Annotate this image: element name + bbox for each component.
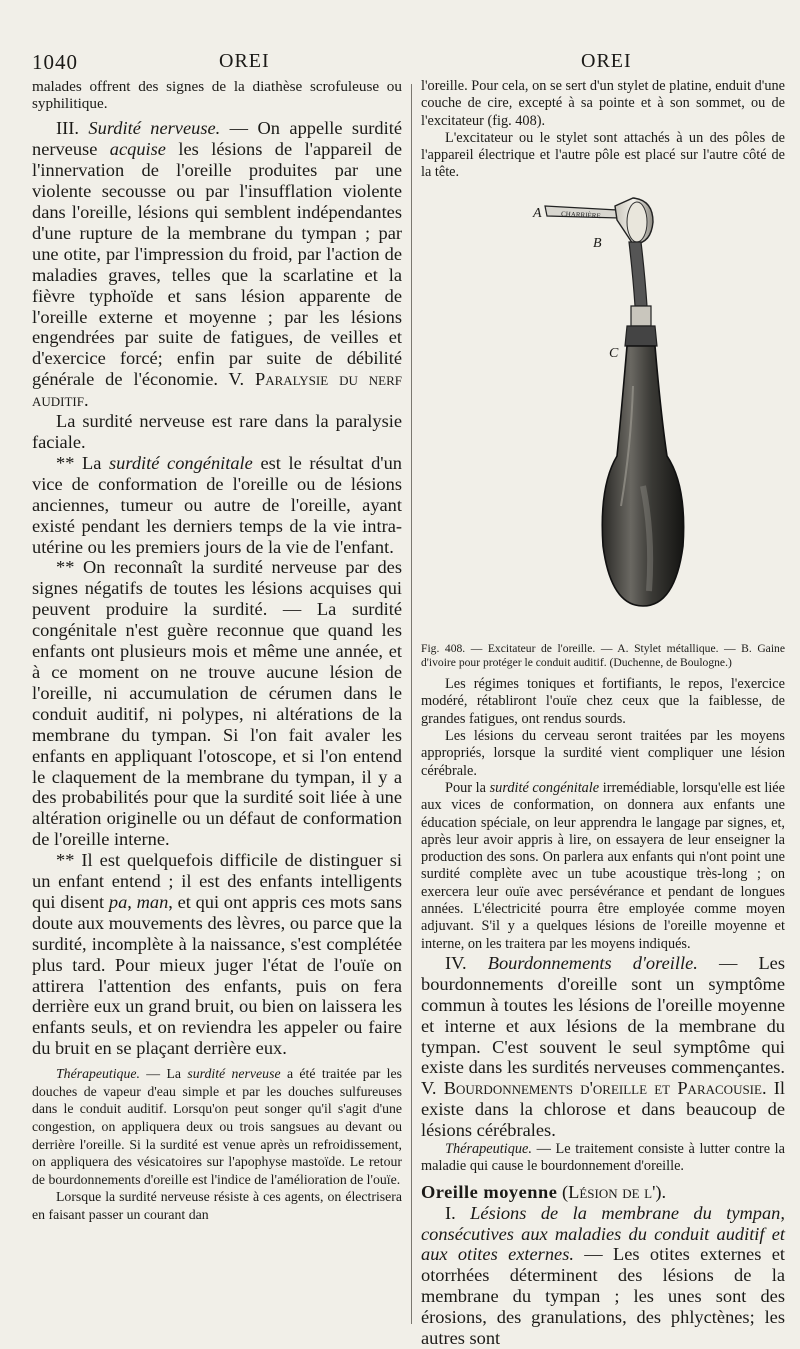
paragraph-electrisation: Lorsque la surdité nerveuse résiste à ces agents, on électrisera en faisant passer un courant dan — [32, 1189, 402, 1222]
stylet-inscription: CHARRIÈRE — [560, 209, 601, 220]
paragraph-enfant-entend: ** Il est quelquefois difficile de distinguer si un enfant entend ; il est des enfants intelligents qui disent pa, man, et qui ont appris ces mots sans doute aux mouvements des lèvres, ou parce que la surdité, incomplète à la naissance, s'est complétée plus tard. Pour mieux juger l'état de l'ouïe on attirera l'attention des enfants, puis on fera derrière eux un grand bruit, ou bien on laissera les enfants seuls, et on reviendra les appeler ou faire du bruit en se plaçant derrière eux. — [32, 850, 403, 1059]
cross-reference: Bourdonnements d'oreille et Paracousie. — [443, 1078, 767, 1099]
page-number: 1040 — [32, 50, 78, 74]
asterism: ** — [56, 452, 75, 473]
right-column — [421, 78, 785, 1349]
section-bourdonnements: IV. Bourdonnements d'oreille. — Les bourdonnements d'oreille sont un symptôme commun à toutes les lésions de l'oreille moyenne et interne et aux lésions de la membrane du tympan. C'est souvent le seul symptôme qui existe dans les surdités nerveuses commençantes. V. Bourdonnements d'oreille et Paracousie. Il existe dans la chlorose et dans beaucoup de lésions cérébrales. — [421, 952, 786, 1141]
label-b: B — [593, 235, 602, 251]
section-surdite-nerveuse: III. Surdité nerveuse. — On appelle surdité nerveuse acquise les lésions de l'appareil de l'innervation de l'oreille produites par une violente secousse ou par l'insufflation violente dans l'oreille, lésions qui semblent indépendantes d'une rupture de la membrane du tympan ; par une otite, par l'impression du froid, par l'action de maladies graves, telles que la scarlatine et la fièvre typhoïde et sans lésion apparente de l'oreille externe et moyenne ; par les lésions engendrées par suite de fatigues, de veilles et d'exercice forcé; enfin par suite de débilité générale de l'économie. V. Paralysie du nerf auditif. — [32, 118, 403, 411]
ear-excitator-illustration — [421, 186, 785, 636]
paragraph-therapeutique-bourdonnements: Thérapeutique. — Le traitement consiste à lutter contre la maladie qui cause le bourdonnement d'oreille. — [421, 1141, 785, 1175]
poignee — [602, 346, 683, 606]
section-lesions-tympan: I. Lésions de la membrane du tympan, consécutives aux maladies du conduit auditif et aux otites externes. — Les otites externes et otorrhées déterminent des lésions de la membrane du tympan ; les unes sont des érosions, des granulations, des phlyctènes; les autres sont — [421, 1202, 785, 1349]
column-divider — [411, 84, 412, 1324]
paragraph-diagnostic: ** On reconnaît la surdité nerveuse par des signes négatifs de toutes les lésions acquises qui peuvent produire la surdité. — La surdité congénitale n'est guère reconnue que quand les enfants ont plusieurs mois et même une année, et à ce moment on ne trouve aucune lésion de l'oreille, ni accumulation de cérumen dans le conduit auditif, ni polypes, ni altérations de la membrane du tympan. Si l'on fait avaler les enfants en appliquant l'otoscope, et si l'on entend le claquement de la membrane du tympan, il y a des probabilités pour que la surdité soit liée à une altération originelle ou un défaut de conformation de l'oreille interne. — [32, 557, 402, 850]
paragraph-therapeutique: Thérapeutique. — La surdité nerveuse a été traitée par les douches de vapeur d'eau simple et par les douches sulfureuses dans le conduit auditif. Lorsqu'on peut songer qu'il s'agit d'une congestion, on appliquera deux ou trois sangsues au devant ou derrière l'oreille. Si la surdité est venue après un refroidissement, on appliquera des vésicatoires sur l'apophyse mastoïde. Le retour de bourdonnements d'oreille est l'indice de l'amélioration de l'ouïe. — [32, 1066, 403, 1187]
page-header — [30, 50, 778, 78]
paragraph-surdite-congenitale: ** La surdité congénitale est le résultat d'un vice de conformation de l'oreille ou de lésions anciennes, tumeur ou autre de l'oreille, ayant existé pendant les derniers temps de la vie intra-utérine ou les premiers jours de la vie de l'enfant. — [32, 452, 403, 557]
label-c: C — [609, 345, 619, 361]
paragraph-education: Pour la surdité congénitale irremédiable, lorsqu'elle est liée aux vices de conformation, on donnera aux enfants une éducation spéciale, on leur apprendra le langage par signes, et, après leur avoir appris à lire, on essayera de leur enseigner la production des sons. On parlera aux enfants qui n'ont point une surdité complète avec un tube acoustique très-long ; on exercera leur ouïe avec persévérance et pendant de longues années. L'électricité pourra être employée comme moyen adjuvant. S'il y a quelques lésions de l'oreille moyenne et interne, on les traitera par les moyens indiqués. — [421, 779, 785, 952]
figure-408 — [421, 186, 785, 636]
asterism: ** — [56, 557, 75, 578]
entry-heading-oreille-moyenne: Oreille moyenne (Lésion de l'). — [421, 1181, 667, 1202]
cross-reference: Paralysie du nerf auditif. — [32, 369, 402, 411]
paragraph-excitateur: L'excitateur ou le stylet sont attachés à un des pôles de l'appareil électrique et l'autre pôle est placé sur l'autre côté de la tête. — [421, 129, 785, 181]
paragraph-continuation: malades offrent des signes de la diathèse scrofuleuse ou syphilitique. — [32, 78, 402, 113]
paragraph-regimes: Les régimes toniques et fortifiants, le repos, l'exercice modéré, rétabliront l'ouïe chez ceux que la faiblesse, de grandes fatigues, ont rendus sourds. — [421, 676, 785, 727]
running-title-right: OREI — [581, 50, 632, 72]
paragraph-continuation: l'oreille. Pour cela, on se sert d'un stylet de platine, enduit d'une couche de cire, excepté à sa pointe et à son sommet, ou de l'excitateur (fig. 408). — [421, 78, 785, 129]
label-a: A — [533, 205, 542, 221]
running-title-left: OREI — [219, 50, 270, 72]
asterism: ** — [56, 850, 75, 871]
tige — [629, 242, 647, 306]
left-column — [32, 78, 402, 1224]
figure-caption: Fig. 408. — Excitateur de l'oreille. — A. Stylet métallique. — B. Gaine d'ivoire pour protéger le conduit auditif. (Duchenne, de Boulogne.) — [421, 641, 785, 669]
paragraph-cerveau: Les lésions du cerveau seront traitées par les moyens appropriés, lorsque la surdité vient compliquer une lésion cérébrale. — [421, 728, 785, 779]
paragraph-paralysie: La surdité nerveuse est rare dans la paralysie faciale. — [32, 411, 402, 452]
